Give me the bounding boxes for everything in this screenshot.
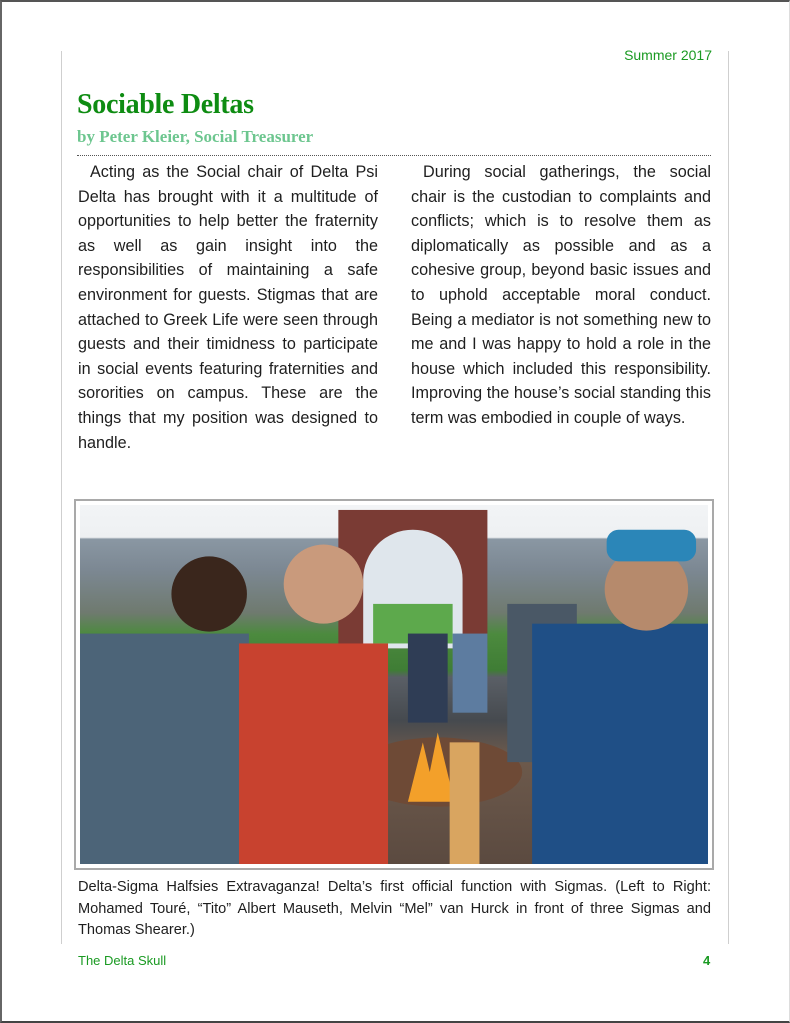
publication-name: The Delta Skull — [78, 953, 167, 968]
person-red-hoodie — [239, 643, 388, 864]
article-title: Sociable Deltas — [77, 89, 254, 120]
background-person — [453, 634, 488, 713]
person-face — [171, 556, 247, 631]
left-margin-rule — [61, 51, 62, 944]
person-blue-jacket — [532, 624, 708, 864]
issue-label: Summer 2017 — [624, 47, 712, 63]
article-paragraph: During social gatherings, the social chair is the custodian to complaints and conflicts; which is to resolve them as diplomatically as possible and as a cohesive group, beyond basic issues and to uphold acceptable moral conduct. Being a mediator is not something new to me and I was happy to hold a role in the house which included this responsibility. Improving the house’s social standing this term was embodied in couple of ways. — [411, 163, 711, 427]
event-photo — [80, 505, 708, 864]
person-plaid-shirt — [80, 634, 249, 864]
photo-frame — [74, 499, 714, 870]
dotted-divider — [77, 155, 711, 156]
article-column-left — [78, 160, 378, 455]
page-number: 4 — [703, 953, 711, 968]
background-person — [408, 634, 448, 723]
article-paragraph: Acting as the Social chair of Delta Psi Delta has brought with it a multitude of opportunities to help better the fraternity as well as gain insight into the responsibilities of maintaining a safe environment for guests. Stigmas that are attached to Greek Life were seen through guests and their timidness to participate in social events featuring fraternities and sororities on campus. These are the things that my position was designed to handle. — [78, 163, 378, 452]
person-face — [284, 545, 363, 624]
article-byline: by Peter Kleier, Social Treasurer — [77, 127, 314, 146]
right-margin-rule — [728, 51, 729, 944]
photo-illustration — [80, 505, 708, 864]
photo-caption: Delta-Sigma Halfsies Extravaganza! Delta’s first official function with Sigmas. (Left to Right: Mohamed Touré, “Tito” Albert Mauseth, Melvin “Mel” van Hurck in front of three Sigmas and Thomas Shearer.) — [78, 879, 711, 938]
article-column-right — [411, 160, 711, 431]
baseball-cap — [607, 530, 696, 562]
wooden-post — [450, 742, 480, 864]
